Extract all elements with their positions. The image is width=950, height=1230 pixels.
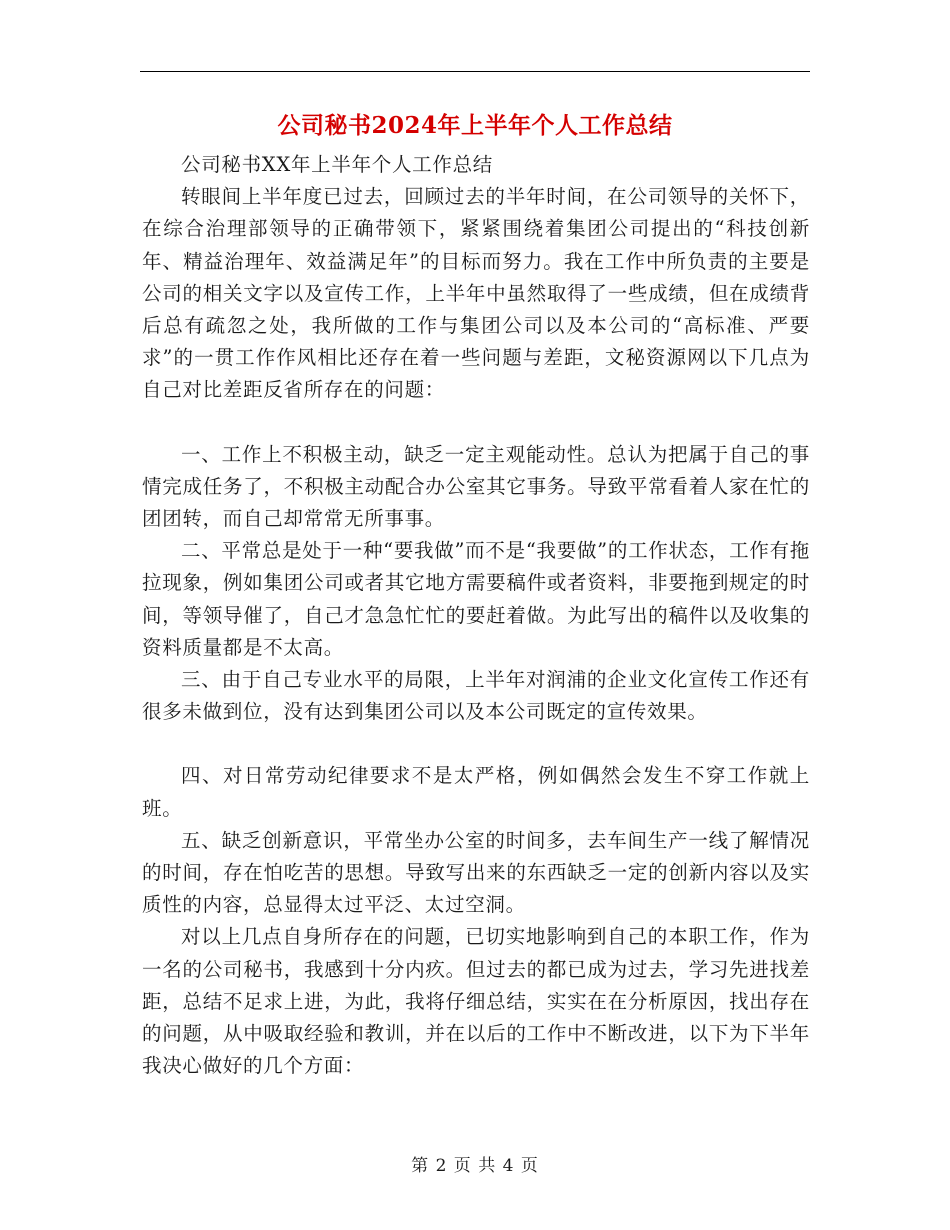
paragraph-gap	[142, 407, 810, 439]
page-number-footer: 第 2 页 共 4 页	[411, 1156, 539, 1176]
intro-paragraph: 转眼间上半年度已过去，回顾过去的半年时间，在公司领导的关怀下，在综合治理部领导的正确带领下，紧紧围绕着集团公司提出的“科技创新年、精益治理年、效益满足年”的目标而努力。我在工作中所负责的主要是公司的相关文字以及宣传工作，上半年中虽然取得了一些成绩，但在成绩背后总有疏忽之处，我所做的工作与集团公司以及本公司的“高标准、严要求”的一贯工作作风相比还存在着一些问题与差距，文秘资源网以下几点为自己对比差距反省所存在的问题：	[142, 185, 810, 402]
conclusion-paragraph: 对以上几点自身所存在的问题，已切实地影响到自己的本职工作，作为一名的公司秘书，我感到十分内疚。但过去的都已成为过去，学习先进找差距，总结不足求上进，为此，我将仔细总结，实实在在分析原因，找出存在的问题，从中吸取经验和教训，并在以后的工作中不断改进，以下为下半年我决心做好的几个方面：	[142, 925, 810, 1078]
issue-paragraph-5: 五、缺乏创新意识，平常坐办公室的时间多，去车间生产一线了解情况的时间，存在怕吃苦的思想。导致写出来的东西缺乏一定的创新内容以及实质性的内容，总显得太过平泛、太过空洞。	[142, 828, 810, 917]
paragraph-gap	[142, 728, 810, 760]
issue-paragraph-3: 三、由于自己专业水平的局限，上半年对润浦的企业文化宣传工作还有很多未做到位，没有达到集团公司以及本公司既定的宣传效果。	[142, 668, 810, 724]
issue-paragraph-4: 四、对日常劳动纪律要求不是太严格，例如偶然会发生不穿工作就上班。	[142, 764, 810, 820]
header-rule	[140, 71, 810, 72]
document-title: 公司秘书2024年上半年个人工作总结	[277, 112, 673, 139]
issue-paragraph-1: 一、工作上不积极主动，缺乏一定主观能动性。总认为把属于自己的事情完成任务了，不积极主动配合办公室其它事务。导致平常看着人家在忙的团团转，而自己却常常无所事事。	[142, 442, 810, 531]
issue-paragraph-2: 二、平常总是处于一种“要我做”而不是“我要做”的工作状态，工作有拖拉现象，例如集团公司或者其它地方需要稿件或者资料，非要拖到规定的时间，等领导催了，自己才急急忙忙的要赶着做。为此写出的稿件以及收集的资料质量都是不太高。	[142, 539, 810, 659]
document-body	[142, 149, 810, 1082]
subtitle-paragraph: 公司秘书XX年上半年个人工作总结	[181, 153, 493, 176]
